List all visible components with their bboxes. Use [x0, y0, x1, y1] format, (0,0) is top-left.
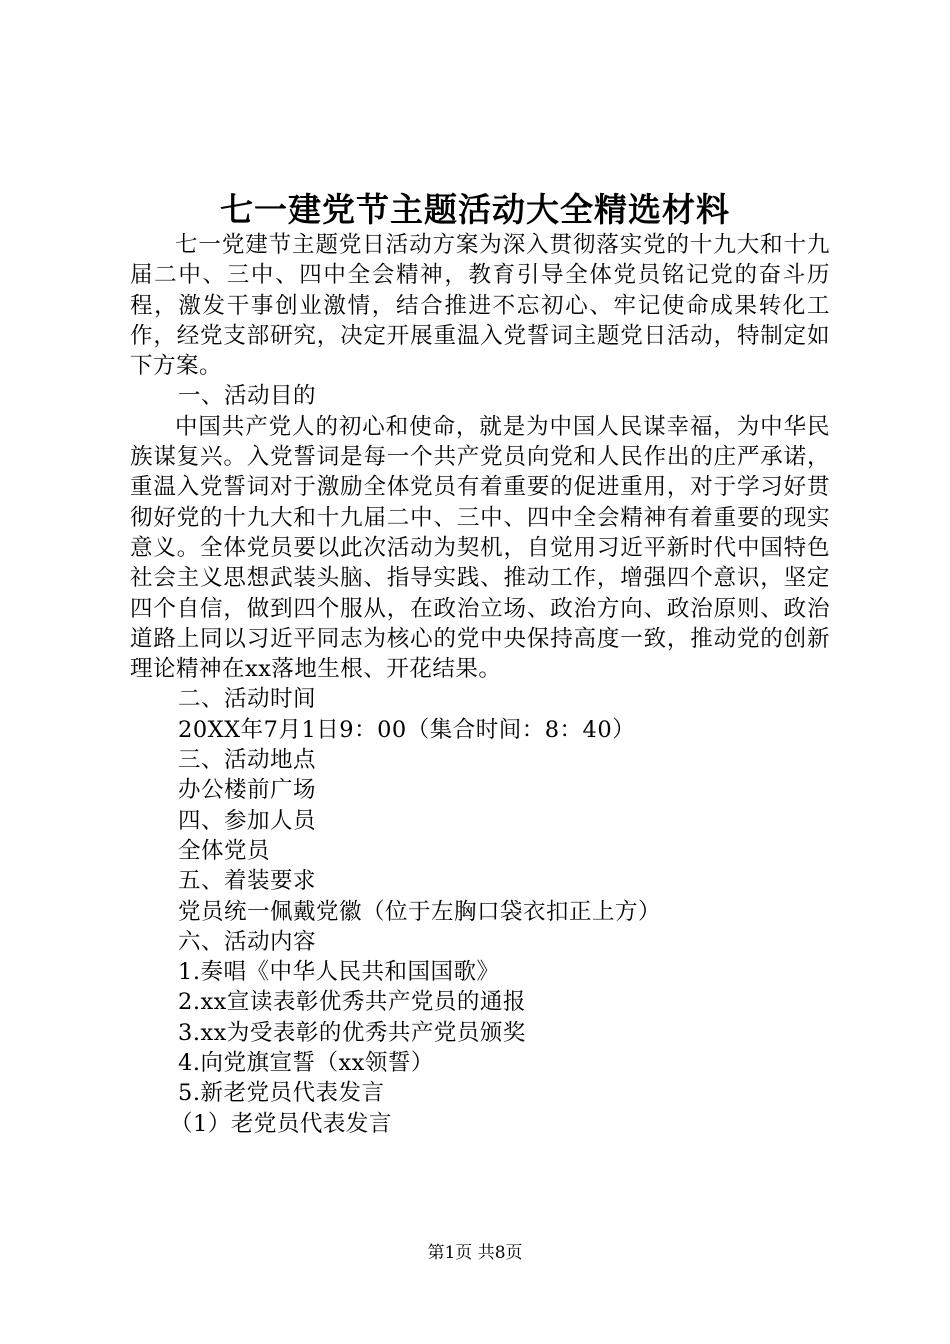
section-heading-participants: 四、参加人员 — [178, 807, 317, 834]
list-item: 2.xx宣读表彰优秀共产党员的通报 — [178, 989, 526, 1016]
purpose-paragraph: 中国共产党人的初心和使命，就是为中国人民谋幸福，为中华民族谋复兴。入党誓词是每一个共产党员向党和人民作出的庄严承诺，重温入党誓词对于激励全体党员有着重要的促进重用，对于学习好贯彻好党的十九大和十九届二中、三中、四中全会精神有着重要的现实意义。全体党员要以此次活动为契机，自觉用习近平新时代中国特色社会主义思想武装头脑、指导实践、推动工作，增强四个意识，坚定四个自信，做到四个服从，在政治立场、政治方向、政治原则、政治道路上同以习近平同志为核心的党中央保持高度一致，推动党的创新理论精神在xx落地生根、开花结果。 — [130, 413, 830, 683]
document-title: 七一建党节主题活动大全精选材料 — [220, 190, 730, 229]
list-item: 5.新老党员代表发言 — [178, 1080, 385, 1107]
sub-list-item: （1）老党员代表发言 — [170, 1110, 392, 1137]
section-heading-dress: 五、着装要求 — [178, 868, 317, 895]
document-body — [130, 230, 830, 1139]
dress-text: 党员统一佩戴党徽（位于左胸口袋衣扣正上方） — [178, 898, 662, 925]
time-text: 20XX年7月1日9：00（集合时间：8：40） — [178, 716, 636, 743]
section-heading-purpose: 一、活动目的 — [178, 383, 317, 410]
participants-text: 全体党员 — [178, 837, 271, 864]
list-item: 4.向党旗宣誓（xx领誓） — [178, 1050, 434, 1077]
list-item: 3.xx为受表彰的优秀共产党员颁奖 — [178, 1019, 526, 1046]
intro-paragraph: 七一党建节主题党日活动方案为深入贯彻落实党的十九大和十九届二中、三中、四中全会精神，教育引导全体党员铭记党的奋斗历程，激发干事创业激情，结合推进不忘初心、牢记使命成果转化工作，经党支部研究，决定开展重温入党誓词主题党日活动，特制定如下方案。 — [130, 232, 830, 380]
section-heading-content: 六、活动内容 — [178, 928, 317, 955]
section-heading-location: 三、活动地点 — [178, 747, 317, 774]
location-text: 办公楼前广场 — [178, 777, 317, 804]
page-footer: 第1页 共8页 — [427, 1243, 523, 1263]
list-item: 1.奏唱《中华人民共和国国歌》 — [178, 959, 500, 986]
section-heading-time: 二、活动时间 — [178, 686, 317, 713]
